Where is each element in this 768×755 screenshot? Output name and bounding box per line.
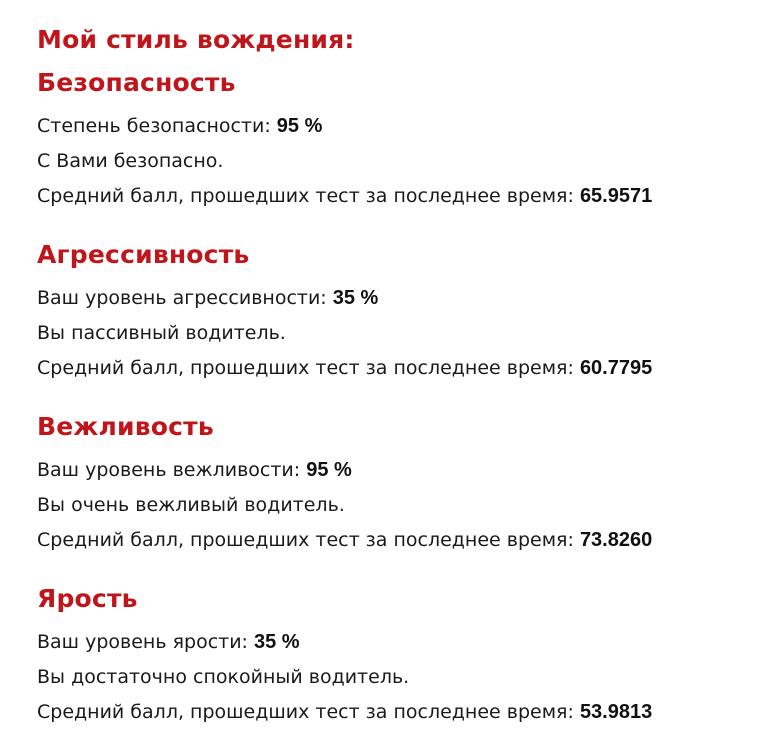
driving-style-results — [37, 22, 768, 730]
average-value: 53.9813 — [579, 701, 653, 723]
verdict-text: Вы пассивный водитель. — [37, 322, 286, 344]
average-line — [37, 523, 768, 558]
level-value: 95 % — [276, 115, 323, 137]
level-line — [37, 625, 768, 660]
average-label: Средний балл, прошедших тест за последнее время: — [37, 185, 580, 207]
section-heading: Ярость — [37, 584, 138, 613]
level-label: Ваш уровень ярости: — [37, 631, 254, 653]
level-line — [37, 109, 768, 144]
verdict-text: С Вами безопасно. — [37, 150, 224, 172]
section-heading: Вежливость — [37, 412, 214, 441]
verdict-text: Вы достаточно спокойный водитель. — [37, 666, 410, 688]
section-safety — [37, 67, 768, 214]
section-heading: Безопасность — [37, 68, 236, 97]
average-label: Средний балл, прошедших тест за последнее время: — [37, 701, 580, 723]
level-value: 35 % — [254, 631, 300, 653]
level-label: Ваш уровень агрессивности: — [37, 287, 333, 309]
average-value: 73.8260 — [579, 529, 653, 551]
verdict-text: Вы очень вежливый водитель. — [37, 494, 345, 516]
level-label: Ваш уровень вежливости: — [37, 459, 307, 481]
section-rage — [37, 583, 768, 730]
level-line — [37, 453, 768, 488]
level-value: 35 % — [332, 287, 379, 309]
section-aggressiveness — [37, 239, 768, 386]
average-line — [37, 695, 768, 730]
average-label: Средний балл, прошедших тест за последнее время: — [37, 357, 580, 379]
level-label: Степень безопасности: — [37, 115, 277, 137]
average-value: 65.9571 — [579, 185, 653, 207]
section-heading: Агрессивность — [37, 240, 250, 269]
average-line — [37, 351, 768, 386]
section-politeness — [37, 411, 768, 558]
average-line — [37, 179, 768, 214]
page-title: Мой стиль вождения: — [37, 25, 355, 54]
level-value: 95 % — [306, 459, 352, 481]
average-label: Средний балл, прошедших тест за последнее время: — [37, 529, 580, 551]
level-line — [37, 281, 768, 316]
average-value: 60.7795 — [579, 357, 653, 379]
